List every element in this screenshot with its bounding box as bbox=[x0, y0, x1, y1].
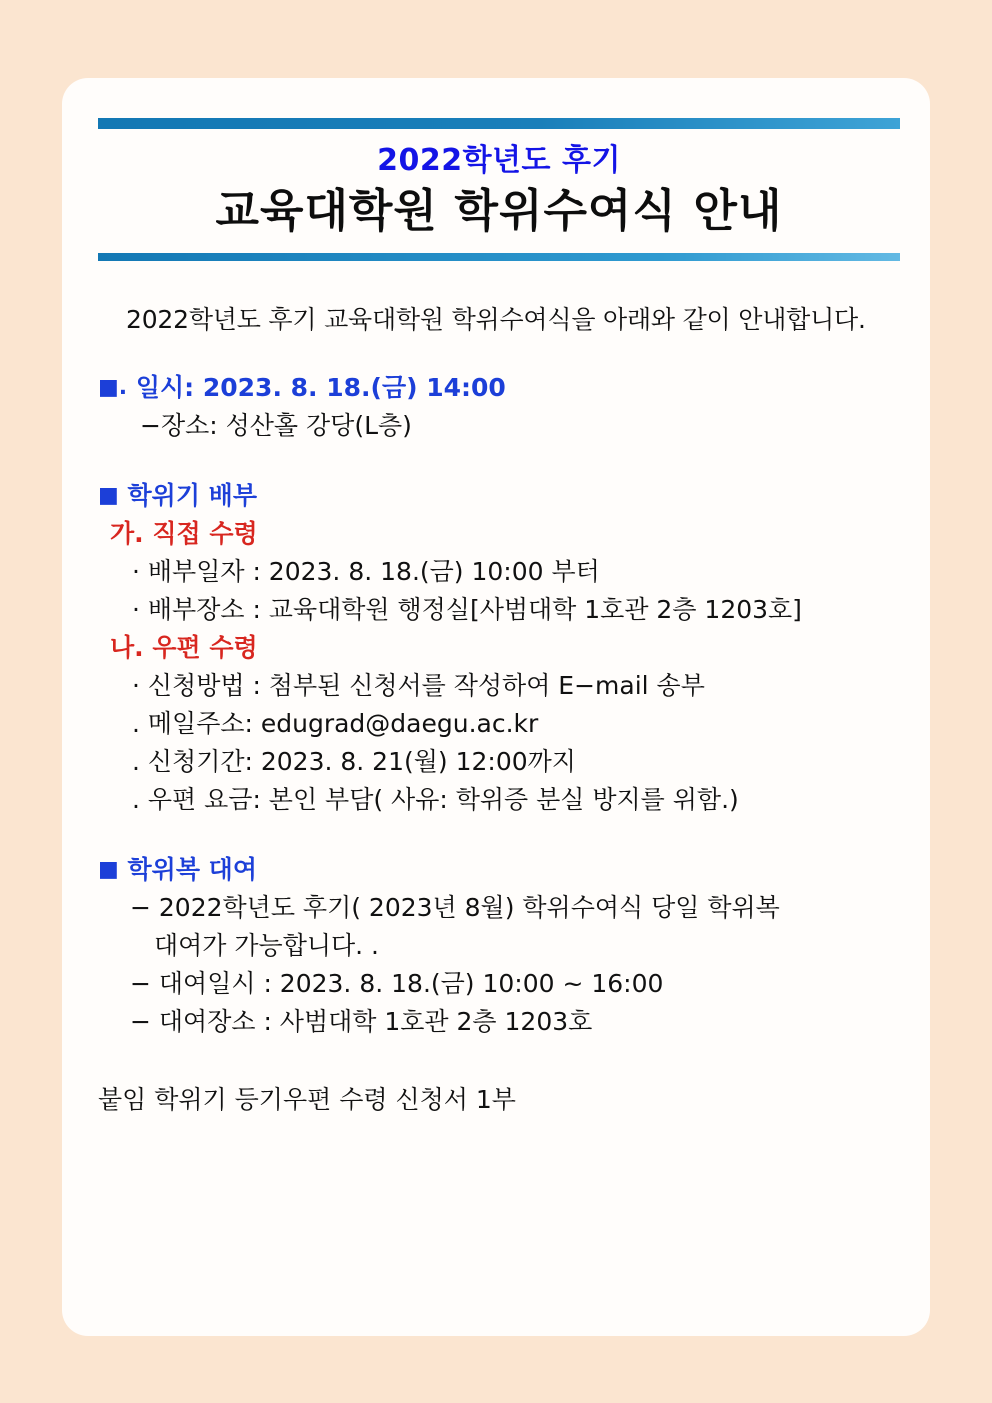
mail-pickup-heading: 나. 우편 수령 bbox=[110, 633, 258, 663]
square-bullet-icon: ■ bbox=[98, 483, 119, 509]
gown-heading bbox=[98, 851, 900, 889]
header-top-rule bbox=[98, 118, 900, 129]
diploma-section bbox=[98, 477, 900, 819]
document-card bbox=[62, 78, 930, 1336]
diploma-heading bbox=[98, 477, 900, 515]
list-item: · 배부장소 : 교육대학원 행정실[사범대학 1호관 2층 1203호] bbox=[132, 595, 802, 625]
list-item: . 우편 요금: 본인 부담( 사유: 학위증 분실 방지를 위함.) bbox=[132, 785, 739, 815]
intro-paragraph: 2022학년도 후기 교육대학원 학위수여식을 아래와 같이 안내합니다. bbox=[126, 305, 866, 335]
square-bullet-icon: ■. bbox=[98, 375, 128, 401]
document-body bbox=[98, 301, 900, 1119]
header-bottom-rule bbox=[98, 253, 900, 261]
list-item: · 배부일자 : 2023. 8. 18.(금) 10:00 부터 bbox=[132, 557, 600, 587]
gown-heading-label: 학위복 대여 bbox=[127, 855, 257, 885]
direct-pickup-heading: 가. 직접 수령 bbox=[110, 519, 258, 549]
schedule-heading bbox=[98, 369, 900, 407]
list-item: − 2022학년도 후기( 2023년 8월) 학위수여식 당일 학위복 bbox=[130, 893, 780, 923]
list-item: · 신청방법 : 첨부된 신청서를 작성하여 E−mail 송부 bbox=[132, 671, 705, 701]
schedule-section bbox=[98, 369, 900, 445]
schedule-label: 일시: 2023. 8. 18.(금) 14:00 bbox=[135, 373, 506, 403]
list-item: . 신청기간: 2023. 8. 21(월) 12:00까지 bbox=[132, 747, 576, 777]
document-inner bbox=[98, 118, 900, 1119]
square-bullet-icon: ■ bbox=[98, 857, 119, 883]
attachment-note: 붙임 학위기 등기우편 수령 신청서 1부 bbox=[98, 1085, 516, 1115]
diploma-heading-label: 학위기 배부 bbox=[127, 481, 257, 511]
list-item: 대여가 가능합니다. . bbox=[154, 931, 379, 961]
gown-section bbox=[98, 851, 900, 1041]
list-item: . 메일주소: edugrad@daegu.ac.kr bbox=[132, 709, 539, 739]
title-block bbox=[98, 129, 900, 245]
document-subtitle: 2022학년도 후기 bbox=[377, 143, 621, 178]
page-title: 교육대학원 학위수여식 안내 bbox=[215, 184, 783, 237]
schedule-place: −장소: 성산홀 강당(L층) bbox=[140, 411, 412, 441]
list-item: − 대여일시 : 2023. 8. 18.(금) 10:00 ~ 16:00 bbox=[130, 969, 664, 999]
list-item: − 대여장소 : 사범대학 1호관 2층 1203호 bbox=[130, 1007, 593, 1037]
